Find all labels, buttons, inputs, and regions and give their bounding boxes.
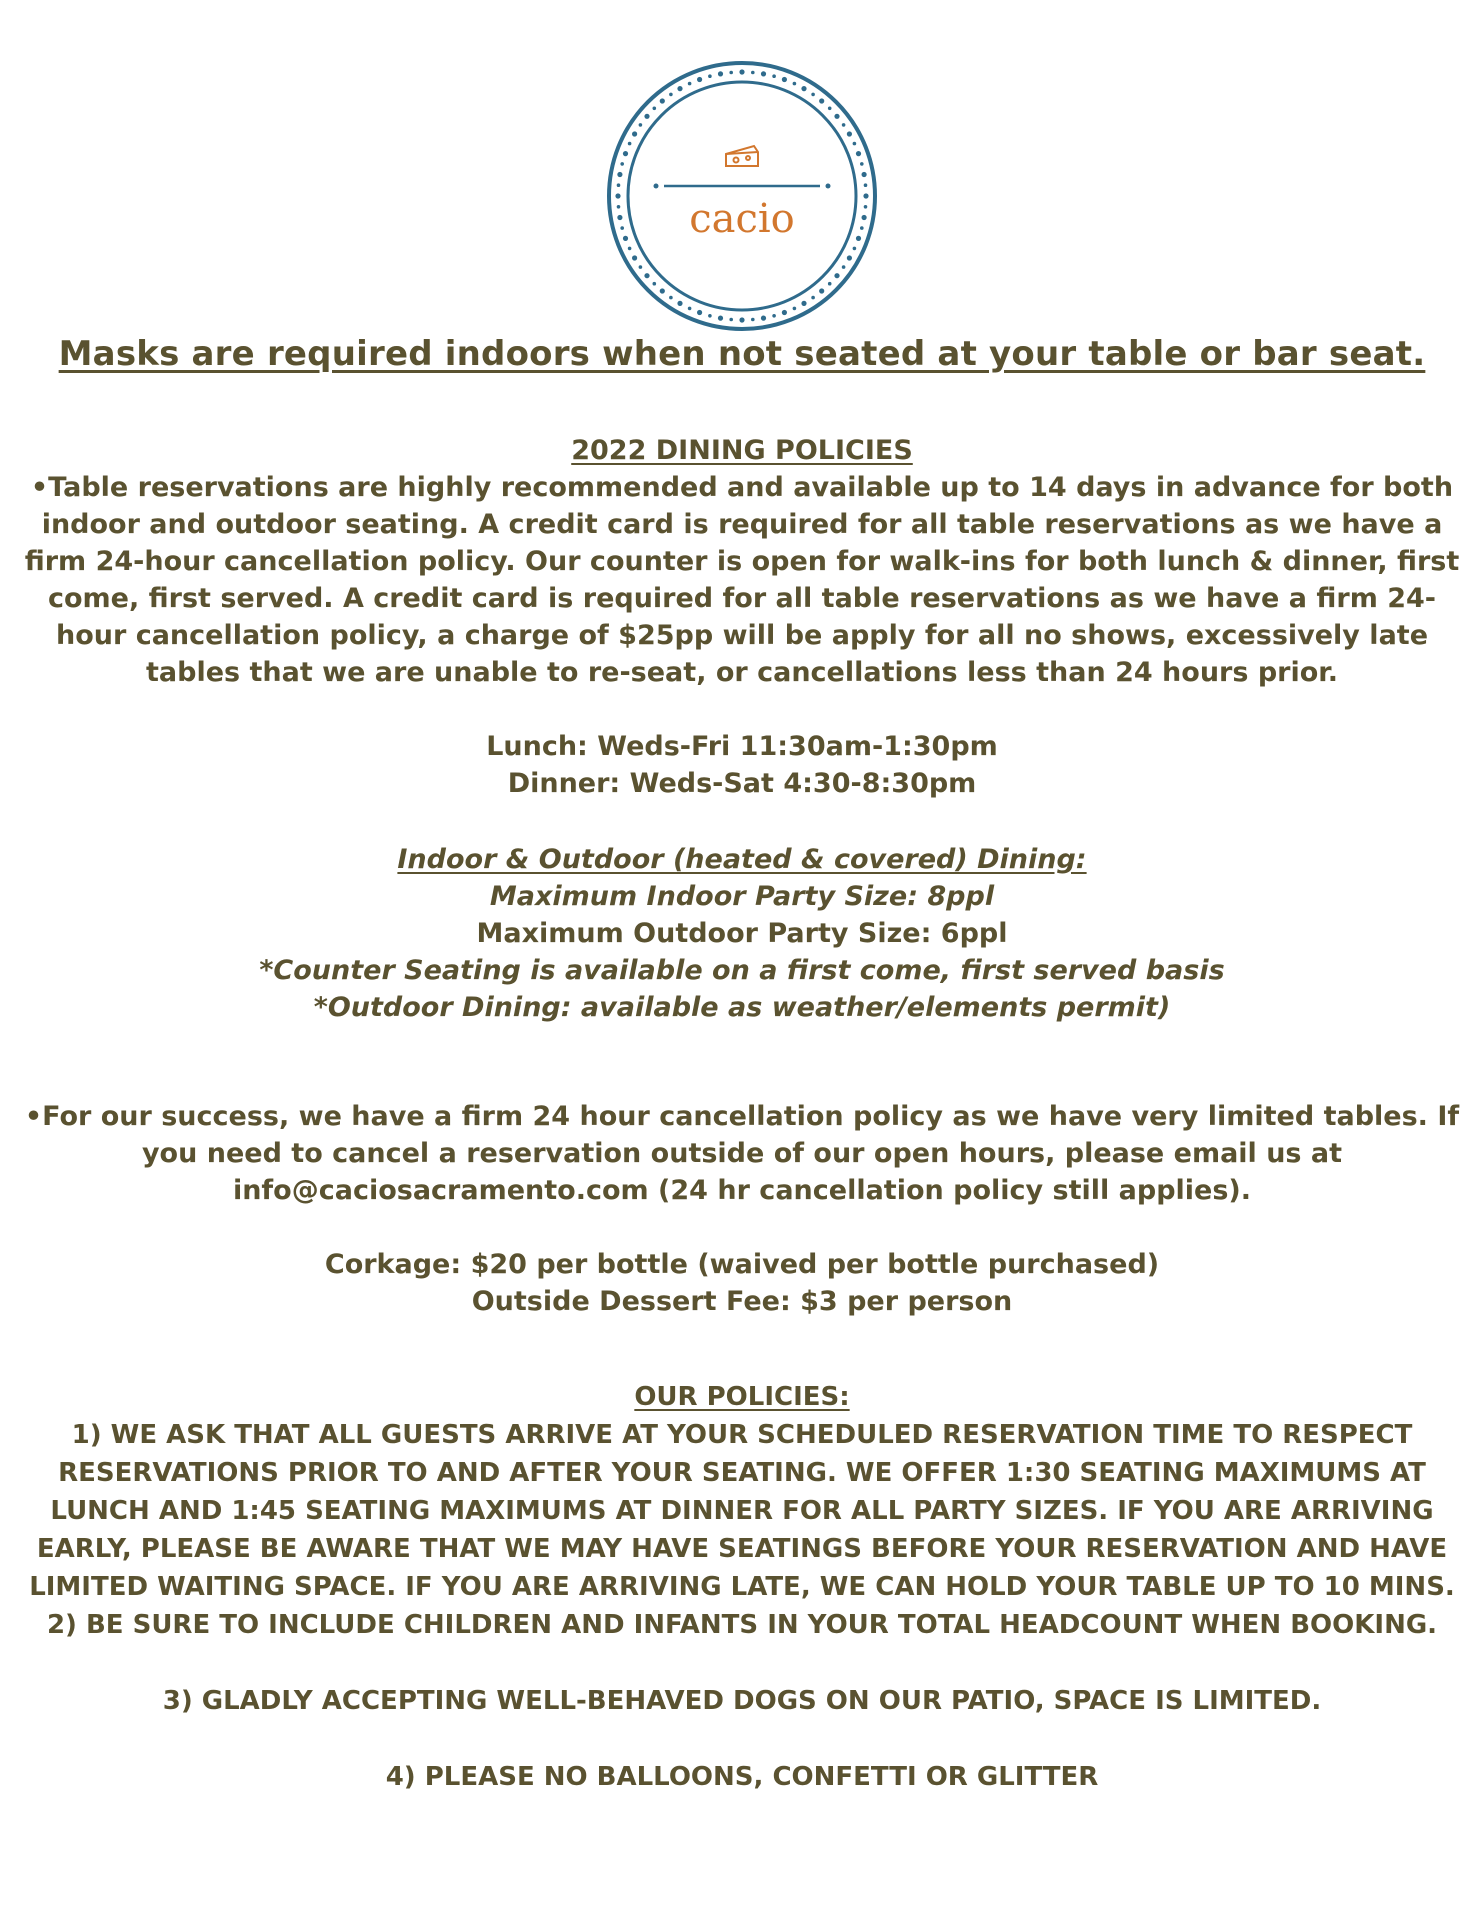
cacio-logo <box>606 58 878 334</box>
dining-heading: Indoor & Outdoor (heated & covered) Dining: <box>397 844 1087 875</box>
our-policies-section <box>14 1378 1470 1796</box>
outside-dessert-fee: Outside Dessert Fee: $3 per person <box>471 1286 1013 1317</box>
cheese-icon <box>726 146 758 166</box>
policy-item-4: 4) PLEASE NO BALLOONS, CONFETTI OR GLITTER <box>385 1762 1099 1792</box>
hours-section <box>14 728 1470 802</box>
policy-item-3: 3) GLADLY ACCEPTING WELL-BEHAVED DOGS ON OUR PATIO, SPACE IS LIMITED. <box>162 1686 1322 1716</box>
max-outdoor-party: Maximum Outdoor Party Size: 6ppl <box>476 918 1008 949</box>
corkage-fee: Corkage: $20 per bottle (waived per bottle purchased) <box>324 1249 1160 1280</box>
logo-wordmark: cacio <box>689 196 795 242</box>
policy-item-1: 1) WE ASK THAT ALL GUESTS ARRIVE AT YOUR SCHEDULED RESERVATION TIME TO RESPECT RESERVATIONS PRIOR TO AND AFTER YOUR SEATING. WE OFFER 1:30 SEATING MAXIMUMS AT LUNCH AND 1:45 SEATING MAXIMUMS AT DINNER FOR ALL PARTY SIZES. IF YOU ARE ARRIVING EARLY, PLEASE BE AWARE THAT WE MAY HAVE SEATINGS BEFORE YOUR RESERVATION AND HAVE LIMITED WAITING SPACE. IF YOU ARE ARRIVING LATE, WE CAN HOLD YOUR TABLE UP TO 10 MINS. <box>29 1420 1455 1602</box>
our-policies-heading: OUR POLICIES: <box>634 1382 850 1412</box>
outdoor-dining-note: *Outdoor Dining: available as weather/elements permit) <box>313 992 1171 1023</box>
max-indoor-party: Maximum Indoor Party Size: 8ppl <box>489 881 995 912</box>
policy-item-2: 2) BE SURE TO INCLUDE CHILDREN AND INFANTS IN YOUR TOTAL HEADCOUNT WHEN BOOKING. <box>46 1610 1438 1640</box>
counter-seating-note: *Counter Seating is available on a first come, first served basis <box>259 955 1225 986</box>
dinner-hours: Dinner: Weds-Sat 4:30-8:30pm <box>507 768 977 799</box>
dining-section <box>14 841 1470 1026</box>
lunch-hours: Lunch: Weds-Fri 11:30am-1:30pm <box>486 731 998 762</box>
cancellation-section <box>14 1098 1470 1209</box>
fees-section <box>14 1246 1470 1320</box>
cancellation-paragraph: •For our success, we have a firm 24 hour cancellation policy as we have very limited tables. If you need to cancel a reservation outside of our open hours, please email us at info@caciosacramento.com (24 hr cancellation policy still applies). <box>24 1101 1460 1206</box>
mask-notice: Masks are required indoors when not seated at your table or bar seat. <box>58 334 1426 374</box>
dining-policies-paragraph: •Table reservations are highly recommended and available up to 14 days in advance for both indoor and outdoor seating. A credit card is required for all table reservations as we have a firm 24-hour cancellation policy. Our counter is open for walk-ins for both lunch & dinner, first come, first served. A credit card is required for all table reservations as we have a firm 24-hour cancellation policy, a charge of $25pp will be apply for all no shows, excessively late tables that we are unable to re-seat, or cancellations less than 24 hours prior. <box>24 472 1460 688</box>
dining-policies-section <box>14 432 1470 691</box>
dining-policies-heading: 2022 DINING POLICIES <box>571 435 913 466</box>
